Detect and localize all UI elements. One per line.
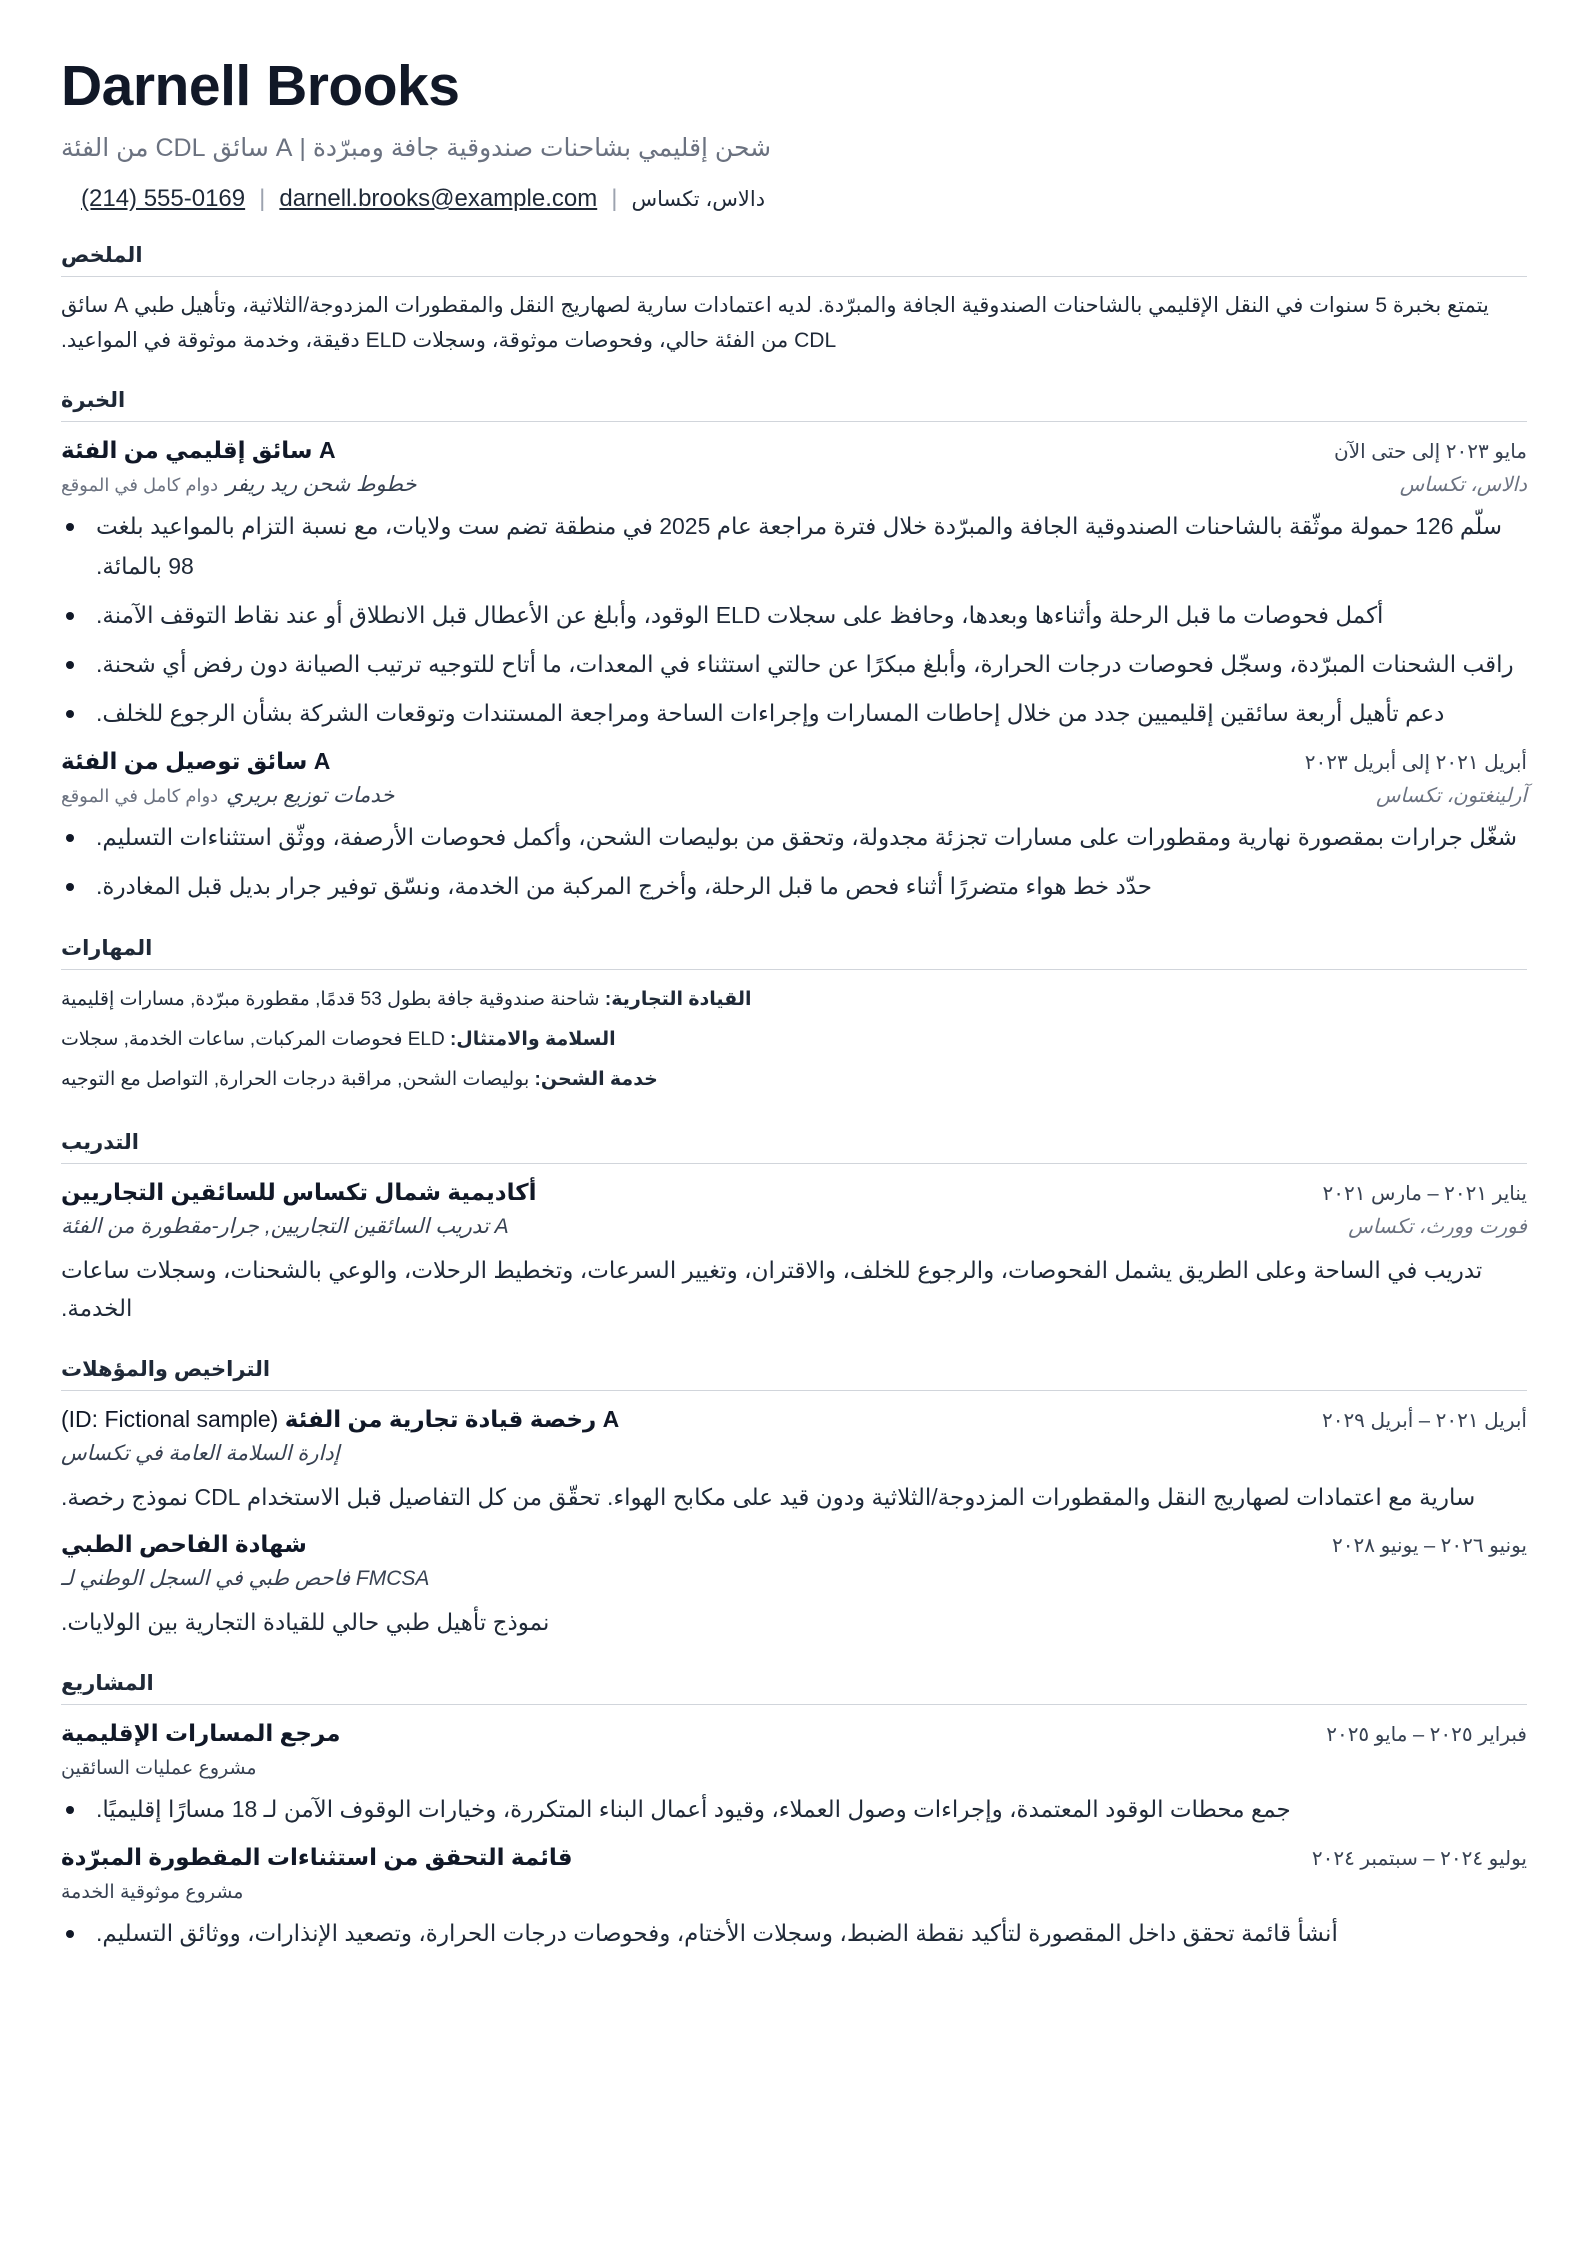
- job-dates: مايو ٢٠٢٣ إلى حتى الآن: [1334, 441, 1527, 463]
- skill-label: خدمة الشحن:: [534, 1069, 658, 1090]
- contact-separator: |: [259, 185, 266, 212]
- skill-value: ELD فحوصات المركبات, ساعات الخدمة, سجلات: [61, 1029, 445, 1050]
- project-entry: [61, 1720, 1527, 1829]
- license-entry: [61, 1531, 1527, 1641]
- email-link[interactable]: darnell.brooks@example.com: [279, 185, 598, 212]
- section-title-experience: الخبرة: [61, 388, 1527, 422]
- job-dates: أبريل ٢٠٢١ إلى أبريل ٢٠٢٣: [1304, 752, 1527, 774]
- license-desc: نموذج تأهيل طبي حالي للقيادة التجارية بين الولايات.: [61, 1609, 550, 1635]
- bullet-item: حدّد خط هواء متضررًا أثناء فحص ما قبل الرحلة، وأخرج المركبة من الخدمة، ونسّق توفير جرار بديل قبل المغادرة.: [61, 866, 1527, 906]
- bullet-item: جمع محطات الوقود المعتمدة، وإجراءات وصول العملاء، وقيود أعمال البناء المتكررة، وخيارات الوقوف الآمن لـ 18 مسارًا إقليميًا.: [61, 1789, 1527, 1829]
- job-company: خدمات توزيع بريري: [226, 784, 395, 807]
- summary-text: يتمتع بخبرة 5 سنوات في النقل الإقليمي بالشاحنات الصندوقية الجافة والمبرّدة. لديه اعتمادات سارية لصهاريج النقل والمقطورات المزدوجة/الثلاثية، وتأهيل طبي A سائق CDL من الفئة حالي، وفحوصات موثوقة، وسجلات ELD دقيقة، وخدمة موثوقة في المواعيد.: [61, 294, 1489, 352]
- phone-link[interactable]: (214) 555-0169: [81, 185, 246, 212]
- skill-value: شاحنة صندوقية جافة بطول 53 قدمًا, مقطورة مبرّدة, مسارات إقليمية: [61, 989, 600, 1010]
- training-entry: [61, 1179, 1527, 1327]
- project-dates: يوليو ٢٠٢٤ – سبتمبر ٢٠٢٤: [1311, 1848, 1527, 1870]
- license-desc: سارية مع اعتمادات لصهاريج النقل والمقطورات المزدوجة/الثلاثية ودون قيد على مكابح الهواء. تحقّق من كل التفاصيل قبل الاستخدام CDL نموذج رخصة.: [61, 1484, 1476, 1510]
- license-entry: [61, 1406, 1527, 1516]
- project-name: مرجع المسارات الإقليمية: [61, 1720, 341, 1746]
- project-entry: [61, 1844, 1527, 1953]
- section-title-training: التدريب: [61, 1130, 1527, 1164]
- skill-line: [61, 1020, 1527, 1060]
- job-bullets: [61, 817, 1527, 906]
- headline: شحن إقليمي بشاحنات صندوقية جافة ومبرّدة | A سائق CDL من الفئة: [61, 134, 772, 162]
- license-id-note: (ID: Fictional sample): [61, 1406, 279, 1432]
- skill-label: السلامة والامتثال:: [449, 1029, 616, 1050]
- section-title-licenses: التراخيص والمؤهلات: [61, 1357, 1527, 1391]
- license-name: A رخصة قيادة تجارية من الفئة: [284, 1406, 620, 1432]
- bullet-item: راقب الشحنات المبرّدة، وسجّل فحوصات درجات الحرارة، وأبلغ مبكرًا عن حالتي استثناء في المعدات، ما أتاح للتوجيه ترتيب الصيانة دون رفض أي شحنة.: [61, 644, 1527, 684]
- job-location: دالاس، تكساس: [1399, 474, 1527, 496]
- license-issuer: FMCSA فاحص طبي في السجل الوطني لـ: [61, 1567, 430, 1590]
- section-title-summary: الملخص: [61, 243, 1527, 277]
- skill-line: [61, 1060, 1527, 1100]
- license-dates: أبريل ٢٠٢١ – أبريل ٢٠٢٩: [1321, 1410, 1527, 1432]
- bullet-item: أكمل فحوصات ما قبل الرحلة وأثناءها وبعدها، وحافظ على سجلات ELD الوقود، وأبلغ عن الأعطال قبل الانطلاق أو عند نقاط التوقف الآمنة.: [61, 595, 1527, 635]
- skills-list: [61, 980, 1527, 1100]
- section-title-skills: المهارات: [61, 936, 1527, 970]
- project-bullets: [61, 1789, 1527, 1829]
- license-issuer: إدارة السلامة العامة في تكساس: [61, 1442, 340, 1465]
- bullet-item: أنشأ قائمة تحقق داخل المقصورة لتأكيد نقطة الضبط، وسجلات الأختام، وفحوصات درجات الحرارة، وتصعيد الإنذارات، ووثائق التسليم.: [61, 1913, 1527, 1953]
- bullet-item: شغّل جرارات بمقصورة نهارية ومقطورات على مسارات تجزئة مجدولة، وتحقق من بوليصات الشحن، وأكمل فحوصات الأرصفة، ووثّق استثناءات التسليم.: [61, 817, 1527, 857]
- bullet-item: دعم تأهيل أربعة سائقين إقليميين جدد من خلال إحاطات المسارات وإجراءات الساحة ومراجعة المستندات وتوقعات الشركة بشأن الرجوع للخلف.: [61, 693, 1527, 733]
- job-role: A سائق توصيل من الفئة: [61, 748, 331, 774]
- bullet-item: سلّم 126 حمولة موثّقة بالشاحنات الصندوقية الجافة والمبرّدة خلال فترة مراجعة عام 2025 في منطقة تضم ست ولايات، مع نسبة التزام بالمواعيد بلغت 98 بالمائة.: [61, 506, 1527, 586]
- training-desc: تدريب في الساحة وعلى الطريق يشمل الفحوصات، والرجوع للخلف، والاقتران، وتغيير السرعات، وتخطيط الرحلات، والوعي بالشحنات، وسجلات ساعات الخدمة.: [61, 1257, 1483, 1321]
- job-location: آرلينغتون، تكساس: [1375, 785, 1527, 807]
- license-title: [61, 1406, 619, 1433]
- job-entry: [61, 748, 1527, 906]
- contact-separator: |: [611, 185, 618, 212]
- job-bullets: [61, 506, 1527, 733]
- training-dates: يناير ٢٠٢١ – مارس ٢٠٢١: [1322, 1183, 1527, 1205]
- location-text: دالاس، تكساس: [631, 187, 766, 211]
- project-dates: فبراير ٢٠٢٥ – مايو ٢٠٢٥: [1326, 1724, 1527, 1746]
- job-meta: دوام كامل في الموقع: [61, 786, 219, 806]
- license-dates: يونيو ٢٠٢٦ – يونيو ٢٠٢٨: [1332, 1535, 1527, 1557]
- section-title-projects: المشاريع: [61, 1671, 1527, 1705]
- skill-line: [61, 980, 1527, 1020]
- project-name: قائمة التحقق من استثناءات المقطورة المبرّدة: [61, 1844, 573, 1870]
- job-company: خطوط شحن ريد ريفر: [226, 473, 417, 496]
- project-bullets: [61, 1913, 1527, 1953]
- project-type: مشروع موثوقية الخدمة: [61, 1882, 244, 1903]
- contact-line: [61, 185, 1527, 213]
- job-role: A سائق إقليمي من الفئة: [61, 437, 336, 463]
- license-name: شهادة الفاحص الطبي: [61, 1531, 307, 1557]
- training-location: فورت وورث، تكساس: [1348, 1216, 1527, 1238]
- job-meta: دوام كامل في الموقع: [61, 475, 219, 495]
- job-entry: [61, 437, 1527, 733]
- skill-value: بوليصات الشحن, مراقبة درجات الحرارة, التواصل مع التوجيه: [61, 1069, 530, 1090]
- skill-label: القيادة التجارية:: [604, 989, 752, 1010]
- project-type: مشروع عمليات السائقين: [61, 1758, 257, 1779]
- training-name: أكاديمية شمال تكساس للسائقين التجاريين: [61, 1179, 537, 1205]
- training-program: A تدريب السائقين التجاريين, جرار-مقطورة من الفئة: [61, 1215, 509, 1238]
- candidate-name: Darnell Brooks: [61, 54, 460, 118]
